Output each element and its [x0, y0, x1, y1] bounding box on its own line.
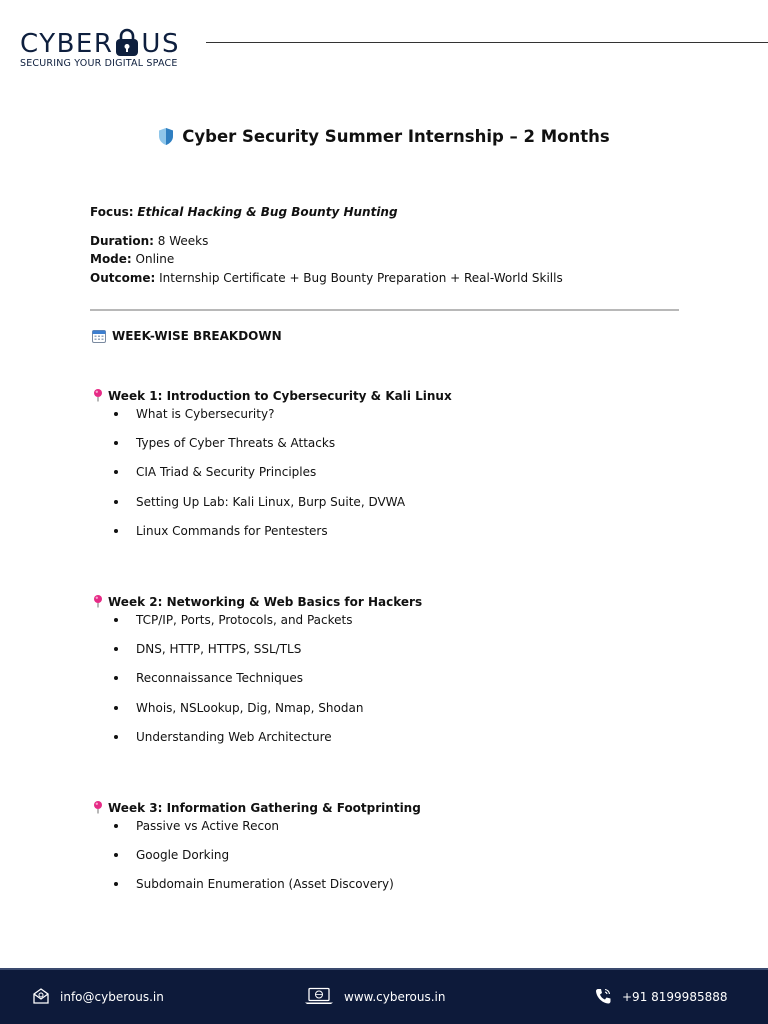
duration-label: Duration:	[90, 233, 154, 248]
pushpin-icon	[92, 388, 104, 402]
outcome-row	[90, 269, 563, 288]
list-item: Passive vs Active Recon	[92, 817, 421, 846]
list-item: Google Dorking	[92, 846, 421, 875]
footer-website-text: www.cyberous.in	[344, 990, 446, 1004]
week-3-topics	[92, 817, 421, 905]
footer-email-text: info@cyberous.in	[60, 990, 164, 1004]
footer-phone[interactable]	[594, 987, 728, 1006]
document-title-row	[0, 127, 768, 146]
pushpin-icon	[92, 594, 104, 608]
pushpin-icon	[92, 800, 104, 814]
focus-row	[90, 203, 563, 222]
header-rule	[206, 42, 768, 43]
brand-wordmark	[20, 28, 180, 59]
week-breakdown-heading	[92, 329, 282, 343]
list-item: Whois, NSLookup, Dig, Nmap, Shodan	[92, 699, 422, 728]
week-3-block	[92, 799, 421, 905]
shield-icon	[158, 127, 174, 146]
list-item: Linux Commands for Pentesters	[92, 522, 452, 551]
list-item: CIA Triad & Security Principles	[92, 463, 452, 492]
week-title-text: Week 1: Introduction to Cybersecurity & Kali Linux	[108, 389, 452, 403]
duration-value: 8 Weeks	[157, 233, 209, 248]
list-item: Types of Cyber Threats & Attacks	[92, 434, 452, 463]
email-icon	[32, 987, 50, 1005]
footer-email[interactable]	[32, 987, 164, 1006]
phone-icon	[594, 987, 612, 1005]
week-1-title	[92, 387, 452, 405]
contact-footer	[0, 968, 768, 1024]
padlock-icon	[114, 27, 140, 55]
mode-label: Mode:	[90, 252, 132, 266]
mode-row	[90, 250, 563, 269]
mode-value: Online	[135, 252, 175, 266]
list-item: DNS, HTTP, HTTPS, SSL/TLS	[92, 640, 422, 669]
program-info	[90, 203, 563, 287]
calendar-icon	[92, 329, 106, 343]
duration-row	[90, 232, 563, 251]
brand-tagline: SECURING YOUR DIGITAL SPACE	[20, 58, 178, 69]
footer-phone-text: +91 8199985888	[622, 990, 728, 1004]
list-item: Setting Up Lab: Kali Linux, Burp Suite, DVWA	[92, 493, 452, 522]
focus-label: Focus:	[90, 205, 134, 219]
focus-value: Ethical Hacking & Bug Bounty Hunting	[137, 205, 398, 219]
list-item: TCP/IP, Ports, Protocols, and Packets	[92, 611, 422, 640]
laptop-icon	[304, 987, 334, 1005]
week-2-block	[92, 593, 422, 757]
section-heading-text: WEEK-WISE BREAKDOWN	[112, 329, 282, 343]
brand-name-left: CYBER	[20, 28, 114, 59]
week-3-title	[92, 799, 421, 817]
week-2-title	[92, 593, 422, 611]
outcome-label: Outcome:	[90, 270, 156, 285]
week-1-topics	[92, 405, 452, 551]
week-2-topics	[92, 611, 422, 757]
document-title: Cyber Security Summer Internship – 2 Months	[182, 127, 610, 146]
week-title-text: Week 3: Information Gathering & Footprinting	[108, 801, 421, 815]
brand-name-right: US	[141, 28, 180, 59]
footer-website[interactable]	[304, 987, 445, 1006]
week-title-text: Week 2: Networking & Web Basics for Hackers	[108, 595, 423, 609]
list-item: Subdomain Enumeration (Asset Discovery)	[92, 875, 421, 904]
list-item: Reconnaissance Techniques	[92, 669, 422, 698]
list-item: Understanding Web Architecture	[92, 728, 422, 757]
brand-logo	[18, 14, 198, 74]
list-item: What is Cybersecurity?	[92, 405, 452, 434]
week-1-block	[92, 387, 452, 551]
section-divider	[90, 309, 679, 311]
outcome-value: Internship Certificate + Bug Bounty Preparation + Real-World Skills	[159, 270, 563, 285]
